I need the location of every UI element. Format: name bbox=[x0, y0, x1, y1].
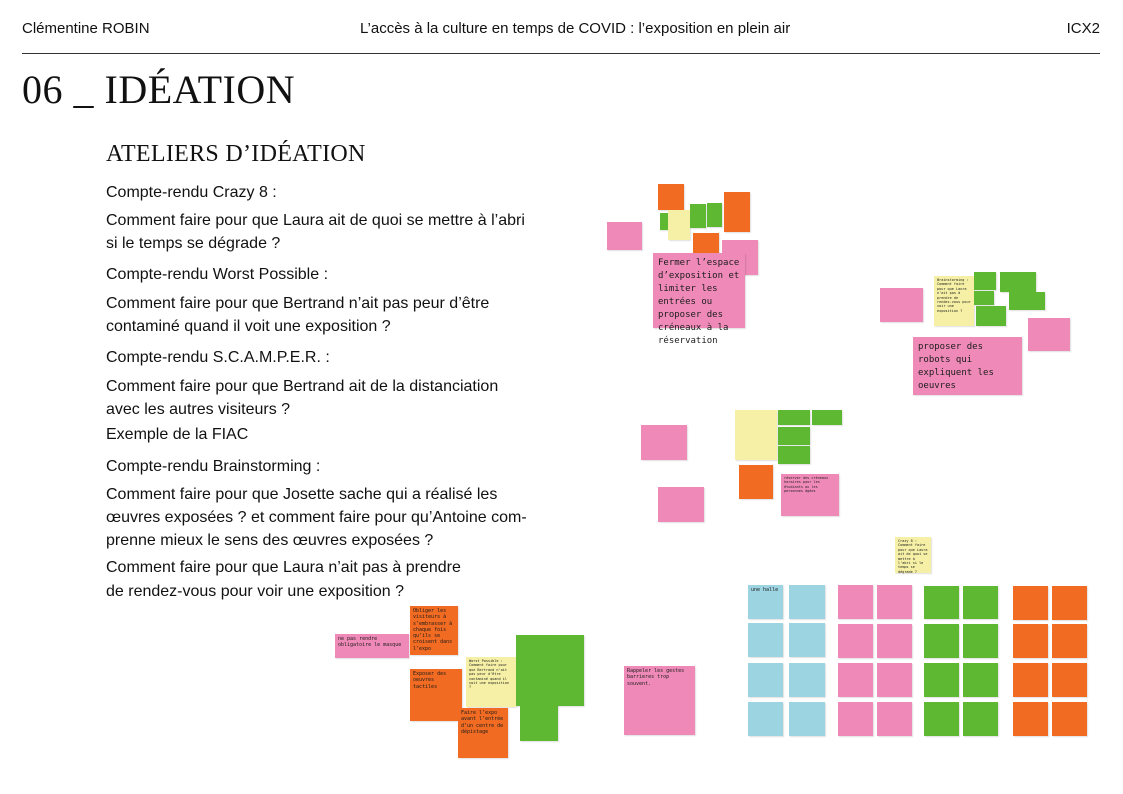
sticky-note bbox=[789, 702, 825, 736]
report-line: Exemple de la FIAC bbox=[106, 426, 249, 443]
report-label: Compte-rendu Crazy 8 : bbox=[106, 184, 277, 201]
sticky-note bbox=[924, 702, 959, 736]
sticky-note bbox=[976, 306, 1006, 326]
report-line: Comment faire pour que Laura ait de quoi se mettre à l’abri bbox=[106, 212, 525, 229]
report-line: prenne mieux le sens des œuvres exposées ? bbox=[106, 532, 434, 549]
sticky-note bbox=[748, 663, 783, 697]
author-name: Clémentine ROBIN bbox=[22, 20, 150, 37]
document-title: L’accès à la culture en temps de COVID : l’exposition en plein air bbox=[360, 20, 791, 37]
sticky-note bbox=[838, 585, 873, 619]
sticky-note bbox=[1013, 663, 1048, 697]
sticky-note bbox=[963, 663, 998, 697]
sticky-note-robots: proposer des robots qui expliquent les oeuvres bbox=[913, 337, 1022, 395]
report-question bbox=[106, 292, 576, 338]
sticky-note-faire-expo: Faire l’expo avant l’entrée d’un centre de dépistage bbox=[458, 708, 508, 758]
sticky-note bbox=[1052, 663, 1087, 697]
sticky-note bbox=[1013, 702, 1048, 736]
sticky-note bbox=[963, 624, 998, 658]
note-text: Comment faire pour que Bertrand n’ait pas peur d’être contaminé quand il voit une exposition ? bbox=[469, 663, 510, 690]
sticky-note bbox=[877, 702, 912, 736]
sticky-note-masque: ne pas rendre obligatoire le masque bbox=[335, 634, 409, 658]
sticky-note bbox=[778, 427, 810, 445]
sticky-note bbox=[924, 624, 959, 658]
sticky-note bbox=[668, 210, 690, 240]
course-code: ICX2 bbox=[1066, 20, 1100, 37]
sticky-note bbox=[1009, 292, 1045, 310]
sticky-note bbox=[880, 288, 923, 322]
sticky-note bbox=[1052, 586, 1087, 620]
report-line: de rendez-vous pour voir une exposition ? bbox=[106, 583, 404, 600]
report-crazy8 bbox=[106, 181, 576, 204]
report-question bbox=[106, 209, 576, 255]
sticky-note-worst bbox=[466, 657, 516, 707]
sticky-note-halle: une halle bbox=[748, 585, 783, 619]
sticky-note bbox=[748, 623, 783, 657]
report-brainstorming bbox=[106, 455, 576, 478]
sticky-note bbox=[1052, 624, 1087, 658]
sticky-note-reserver: réserver des créneaux horaires pour les étudiants ou les personnes âgées bbox=[781, 474, 839, 516]
sticky-note bbox=[658, 184, 684, 210]
sticky-note-obliger: Obliger les visiteurs à s’embrasser à chaque fois qu’ils se croisent dans l’expo bbox=[410, 606, 458, 655]
sticky-note bbox=[877, 663, 912, 697]
note-title: Worst Possible : bbox=[469, 659, 503, 663]
sticky-note bbox=[1013, 586, 1048, 620]
sticky-note bbox=[520, 705, 558, 741]
report-question bbox=[106, 375, 576, 446]
note-title: Crazy 8 : bbox=[898, 539, 917, 543]
sticky-note bbox=[877, 624, 912, 658]
report-label: Compte-rendu Worst Possible : bbox=[106, 266, 329, 283]
sticky-note bbox=[877, 585, 912, 619]
report-label: Compte-rendu Brainstorming : bbox=[106, 458, 321, 475]
sticky-note bbox=[924, 663, 959, 697]
sticky-note bbox=[658, 487, 704, 522]
sticky-note bbox=[963, 586, 998, 619]
report-line: Comment faire pour que Laura n’ait pas à prendre bbox=[106, 559, 461, 576]
header-divider bbox=[22, 53, 1100, 54]
sticky-note bbox=[607, 222, 642, 250]
report-line: œuvres exposées ? et comment faire pour qu’Antoine com- bbox=[106, 509, 527, 526]
section-title: 06 _ IDÉATION bbox=[22, 67, 296, 112]
section-subtitle: ATELIERS D’IDÉATION bbox=[106, 141, 366, 167]
report-line: avec les autres visiteurs ? bbox=[106, 401, 291, 418]
report-line: Comment faire pour que Bertrand ait de la distanciation bbox=[106, 378, 499, 395]
sticky-note bbox=[789, 585, 825, 619]
report-worst-possible bbox=[106, 263, 576, 286]
sticky-note bbox=[812, 410, 842, 425]
report-line: si le temps se dégrade ? bbox=[106, 235, 281, 252]
report-line: Comment faire pour que Josette sache qui a réalisé les bbox=[106, 486, 498, 503]
sticky-note bbox=[748, 702, 783, 736]
sticky-note-brainstorm bbox=[934, 276, 974, 326]
note-text: Comment faire pour que Laura n’ait pas à prendre de rendez-vous pour voir une exposition ? bbox=[937, 282, 971, 313]
sticky-note bbox=[963, 702, 998, 736]
sticky-note bbox=[516, 635, 584, 706]
sticky-note bbox=[974, 272, 996, 290]
sticky-note bbox=[641, 425, 687, 460]
sticky-note bbox=[1013, 624, 1048, 658]
sticky-note bbox=[778, 410, 810, 425]
report-line: contaminé quand il voit une exposition ? bbox=[106, 318, 391, 335]
sticky-note bbox=[707, 203, 722, 227]
report-question bbox=[106, 483, 576, 552]
report-label: Compte-rendu S.C.A.M.P.E.R. : bbox=[106, 349, 330, 366]
sticky-note bbox=[838, 702, 873, 736]
sticky-note bbox=[838, 624, 873, 658]
sticky-note bbox=[724, 192, 750, 232]
sticky-note bbox=[1028, 318, 1070, 351]
sticky-note bbox=[739, 465, 773, 499]
sticky-note bbox=[789, 623, 825, 657]
sticky-note bbox=[789, 663, 825, 697]
sticky-note bbox=[974, 291, 994, 305]
report-line: Comment faire pour que Bertrand n’ait pas peur d’être bbox=[106, 295, 490, 312]
sticky-note bbox=[1052, 702, 1087, 736]
sticky-note bbox=[1000, 272, 1036, 292]
sticky-note-crazy bbox=[895, 537, 931, 573]
sticky-note bbox=[690, 204, 706, 228]
sticky-note-gestes: Rappeler les gestes barrieres trop souvent. bbox=[624, 666, 695, 735]
report-scamper bbox=[106, 346, 576, 369]
sticky-note bbox=[735, 410, 777, 460]
sticky-note-fermer: Fermer l’espace d’exposition et limiter les entrées ou proposer des créneaux à la réservation bbox=[653, 253, 745, 328]
sticky-note-exposer: Exposer des oeuvres tactiles bbox=[410, 669, 462, 721]
note-text: Comment faire pour que Laura ait de quoi se mettre à l’abri si le temps se dégrade ? bbox=[898, 543, 928, 574]
extra-question bbox=[106, 556, 576, 604]
sticky-note bbox=[838, 663, 873, 697]
sticky-note bbox=[778, 446, 810, 464]
note-title: Brainstorming : bbox=[937, 278, 969, 282]
sticky-note bbox=[924, 586, 959, 619]
